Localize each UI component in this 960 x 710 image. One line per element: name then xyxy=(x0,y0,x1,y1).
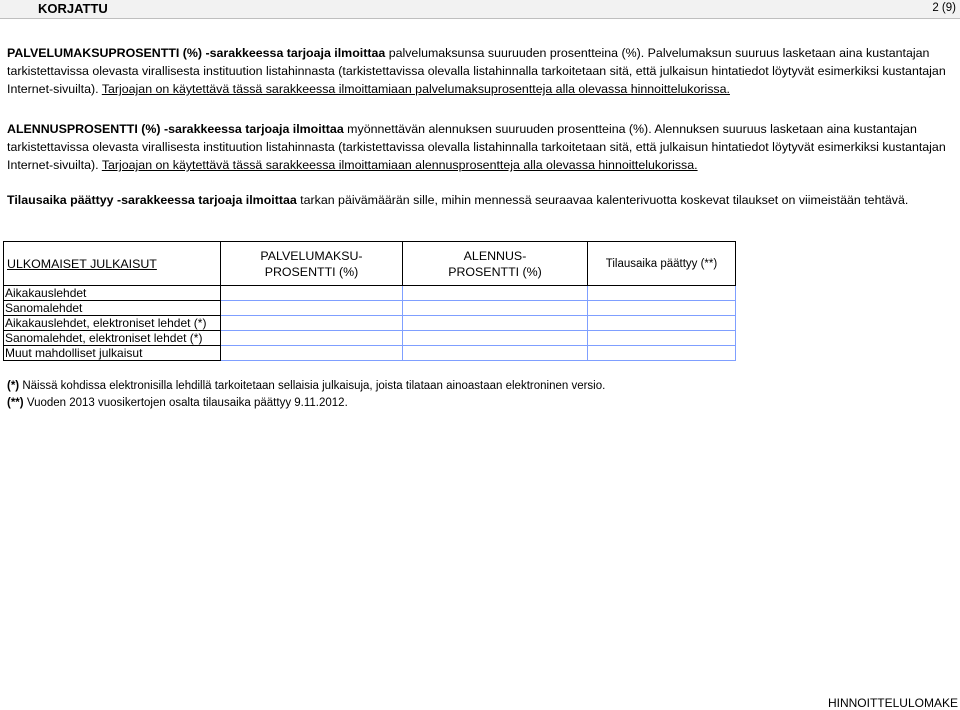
row-label: Sanomalehdet xyxy=(4,301,221,316)
table-row xyxy=(4,316,736,331)
deadline-instructions xyxy=(7,191,953,209)
footnote-text: Näissä kohdissa elektronisilla lehdillä tarkoitetaan sellaisia julkaisuja, joista tilataan ainoastaan elektroninen versio. xyxy=(19,380,606,392)
deadline-input[interactable] xyxy=(588,316,736,331)
page-number: 2 (9) xyxy=(932,2,956,14)
discount-column-header: ALENNUS- PROSENTTI (%) xyxy=(403,242,588,286)
service-fee-input[interactable] xyxy=(221,331,403,346)
discount-instructions xyxy=(7,120,953,174)
footnote-text: Vuoden 2013 vuosikertojen osalta tilausaika päättyy 9.11.2012. xyxy=(23,397,348,409)
deadline-input[interactable] xyxy=(588,301,736,316)
service-fee-note: Tarjoajan on käytettävä tässä sarakkeessa ilmoittamiaan palvelumaksuprosentteja alla olevassa hinnoittelukorissa. xyxy=(101,82,730,96)
table-row xyxy=(4,331,736,346)
discount-input[interactable] xyxy=(403,316,588,331)
service-fee-input[interactable] xyxy=(221,301,403,316)
deadline-lead: Tilausaika päättyy -sarakkeessa tarjoaja ilmoittaa xyxy=(7,193,297,207)
publications-column-header: ULKOMAISET JULKAISUT xyxy=(4,242,221,286)
discount-text: myönnettävän alennuksen suuruuden prosentteina (%). Alennuksen suuruus lasketaan aina kustantajan tarkistettavissa olevasta virallisesta instituution listahinnasta (tarkistettavissa olevalla listahinnalla tarkoitetaan sitä, että julkaisun hintatiedot löytyvät esimerkiksi kustantajan Internet-sivuilta). xyxy=(7,122,946,172)
service-fee-lead: PALVELUMAKSUPROSENTTI (%) -sarakkeessa tarjoaja ilmoittaa xyxy=(7,46,386,60)
deadline-input[interactable] xyxy=(588,346,736,361)
table-row xyxy=(4,301,736,316)
service-fee-input[interactable] xyxy=(221,316,403,331)
service-fee-input[interactable] xyxy=(221,346,403,361)
page-header xyxy=(0,0,960,19)
row-label: Aikakauslehdet xyxy=(4,286,221,301)
footnote-deadline xyxy=(7,395,348,412)
discount-input[interactable] xyxy=(403,346,588,361)
table-row xyxy=(4,346,736,361)
discount-input[interactable] xyxy=(403,331,588,346)
pricing-table-header xyxy=(4,242,736,286)
footnote-mark: (*) xyxy=(7,380,20,392)
pricing-table xyxy=(3,241,736,361)
row-label: Muut mahdolliset julkaisut xyxy=(4,346,221,361)
service-fee-instructions xyxy=(7,44,953,98)
row-label: Sanomalehdet, elektroniset lehdet (*) xyxy=(4,331,221,346)
table-row xyxy=(4,286,736,301)
row-label: Aikakauslehdet, elektroniset lehdet (*) xyxy=(4,316,221,331)
service-fee-column-header: PALVELUMAKSU- PROSENTTI (%) xyxy=(221,242,403,286)
discount-input[interactable] xyxy=(403,301,588,316)
discount-note: Tarjoajan on käytettävä tässä sarakkeessa ilmoittamiaan alennusprosentteja alla olevassa hinnoittelukorissa. xyxy=(101,158,698,172)
deadline-text: tarkan päivämäärän sille, mihin mennessä seuraavaa kalenterivuotta koskevat tilaukset on viimeistään tehtävä. xyxy=(296,193,909,207)
deadline-input[interactable] xyxy=(588,286,736,301)
service-fee-text: palvelumaksunsa suuruuden prosentteina (%). Palvelumaksun suuruus lasketaan aina kustantajan tarkistettavissa olevasta virallisesta instituution listahinnasta (tarkistettavissa olevalla listahinnalla tarkoitetaan sitä, että julkaisun hintatiedot löytyvät esimerkiksi kustantajan Internet-sivuilta). xyxy=(7,46,946,96)
discount-lead: ALENNUSPROSENTTI (%) -sarakkeessa tarjoaja ilmoittaa xyxy=(7,122,344,136)
deadline-input[interactable] xyxy=(588,331,736,346)
footnote-electronic xyxy=(7,378,605,395)
deadline-column-header: Tilausaika päättyy (**) xyxy=(588,242,736,286)
service-fee-input[interactable] xyxy=(221,286,403,301)
footnote-mark: (**) xyxy=(7,397,24,409)
form-title: HINNOITTELULOMAKE xyxy=(827,696,958,710)
document-status: KORJATTU xyxy=(38,1,108,16)
discount-input[interactable] xyxy=(403,286,588,301)
